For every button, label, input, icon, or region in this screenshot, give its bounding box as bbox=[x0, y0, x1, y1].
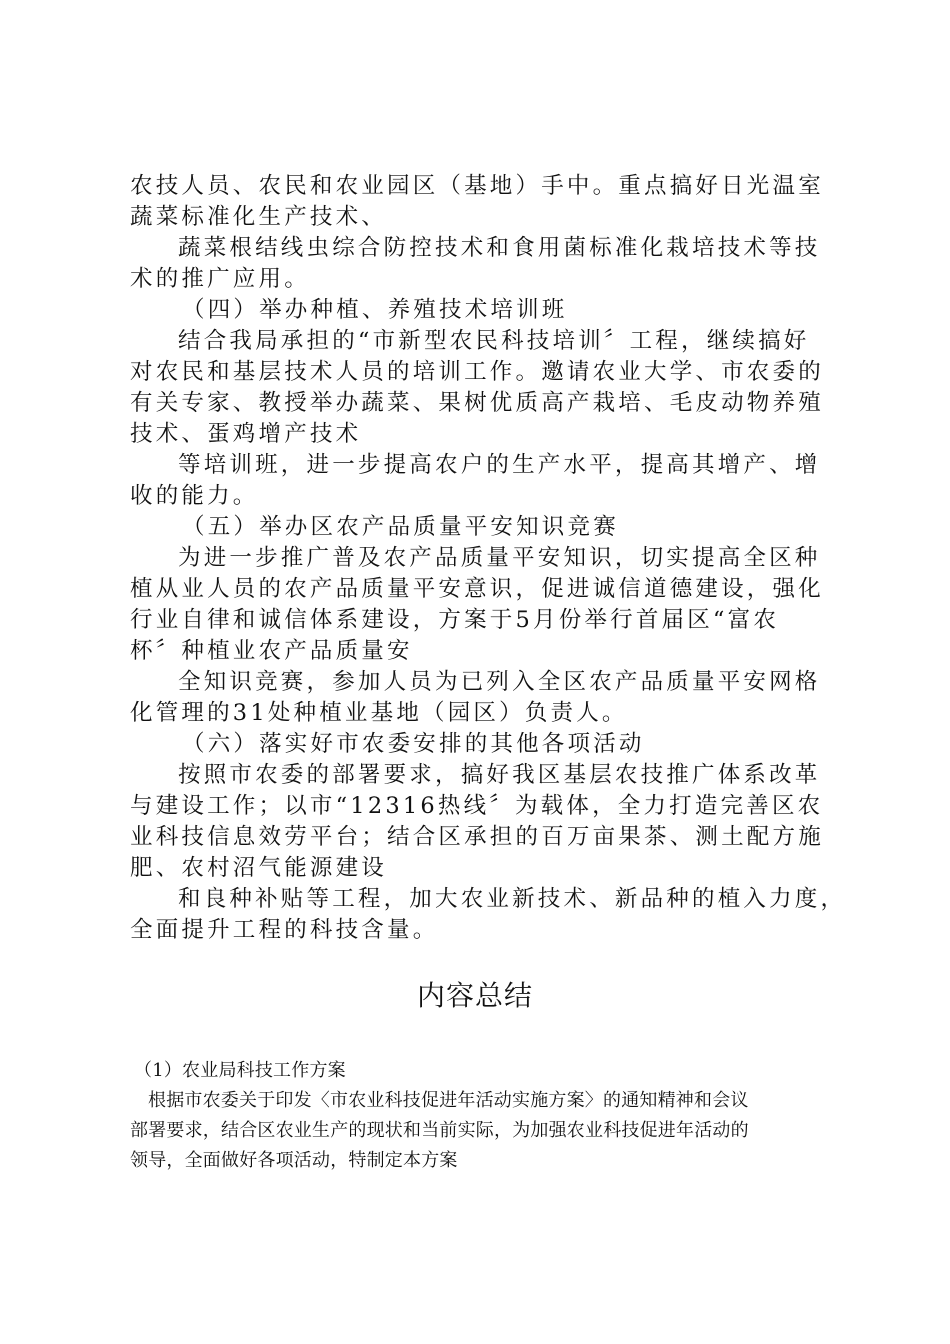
body-line: 与建设工作；以市“12316热线〞为载体，全力打造完善区农 bbox=[130, 793, 824, 819]
body-line: 术的推广应用。 bbox=[130, 266, 310, 292]
summary-title: 内容总结 bbox=[416, 979, 533, 1012]
summary-line: （1）农业局科技工作方案 bbox=[134, 1060, 346, 1081]
body-line: 技术、蛋鸡增产技术 bbox=[130, 421, 362, 447]
body-line: （四）举办种植、养殖技术培训班 bbox=[182, 297, 568, 323]
body-line: （五）举办区农产品质量平安知识竞赛 bbox=[182, 514, 619, 540]
summary-line: 领导，全面做好各项活动，特制定本方案 bbox=[130, 1150, 458, 1171]
body-line: （六）落实好市农委安排的其他各项活动 bbox=[182, 731, 645, 757]
body-line: 有关专家、教授举办蔬菜、果树优质高产栽培、毛皮动物养殖 bbox=[130, 390, 824, 416]
body-line: 农技人员、农民和农业园区（基地）手中。重点搞好日光温室 bbox=[130, 173, 824, 199]
body-line: 植从业人员的农产品质量平安意识，促进诚信道德建设，强化 bbox=[130, 576, 824, 602]
body-line: 对农民和基层技术人员的培训工作。邀请农业大学、市农委的 bbox=[130, 359, 824, 385]
body-line: 全面提升工程的科技含量。 bbox=[130, 917, 439, 943]
body-line: 为进一步推广普及农产品质量平安知识，切实提高全区种 bbox=[178, 545, 821, 571]
body-line: 行业自律和诚信体系建设，方案于5月份举行首届区“富农 bbox=[130, 607, 780, 633]
body-line: 按照市农委的部署要求，搞好我区基层农技推广体系改革 bbox=[178, 762, 821, 788]
body-line: 结合我局承担的“市新型农民科技培训〞工程，继续搞好 bbox=[178, 328, 810, 354]
body-line: 蔬菜根结线虫综合防控技术和食用菌标准化栽培技术等技 bbox=[178, 235, 821, 261]
body-line: 收的能力。 bbox=[130, 483, 259, 509]
body-line: 业科技信息效劳平台；结合区承担的百万亩果茶、测土配方施 bbox=[130, 824, 824, 850]
summary-line: 部署要求，结合区农业生产的现状和当前实际，为加强农业科技促进年活动的 bbox=[130, 1120, 749, 1141]
body-line: 等培训班，进一步提高农户的生产水平，提高其增产、增 bbox=[178, 452, 821, 478]
body-line: 全知识竞赛，参加人员为已列入全区农产品质量平安网格 bbox=[178, 669, 821, 695]
summary-line: 根据市农委关于印发〈市农业科技促进年活动实施方案〉的通知精神和会议 bbox=[148, 1090, 749, 1111]
body-line: 肥、农村沼气能源建设 bbox=[130, 855, 388, 881]
summary-section bbox=[130, 1056, 830, 1176]
body-line: 和良种补贴等工程，加大农业新技术、新品种的植入力度， bbox=[178, 886, 847, 912]
body-line: 蔬菜标准化生产技术、 bbox=[130, 204, 388, 230]
body-line: 杯〞种植业农产品质量安 bbox=[130, 638, 413, 664]
document-body bbox=[130, 171, 847, 946]
body-line: 化管理的31处种植业基地（园区）负责人。 bbox=[130, 700, 628, 726]
